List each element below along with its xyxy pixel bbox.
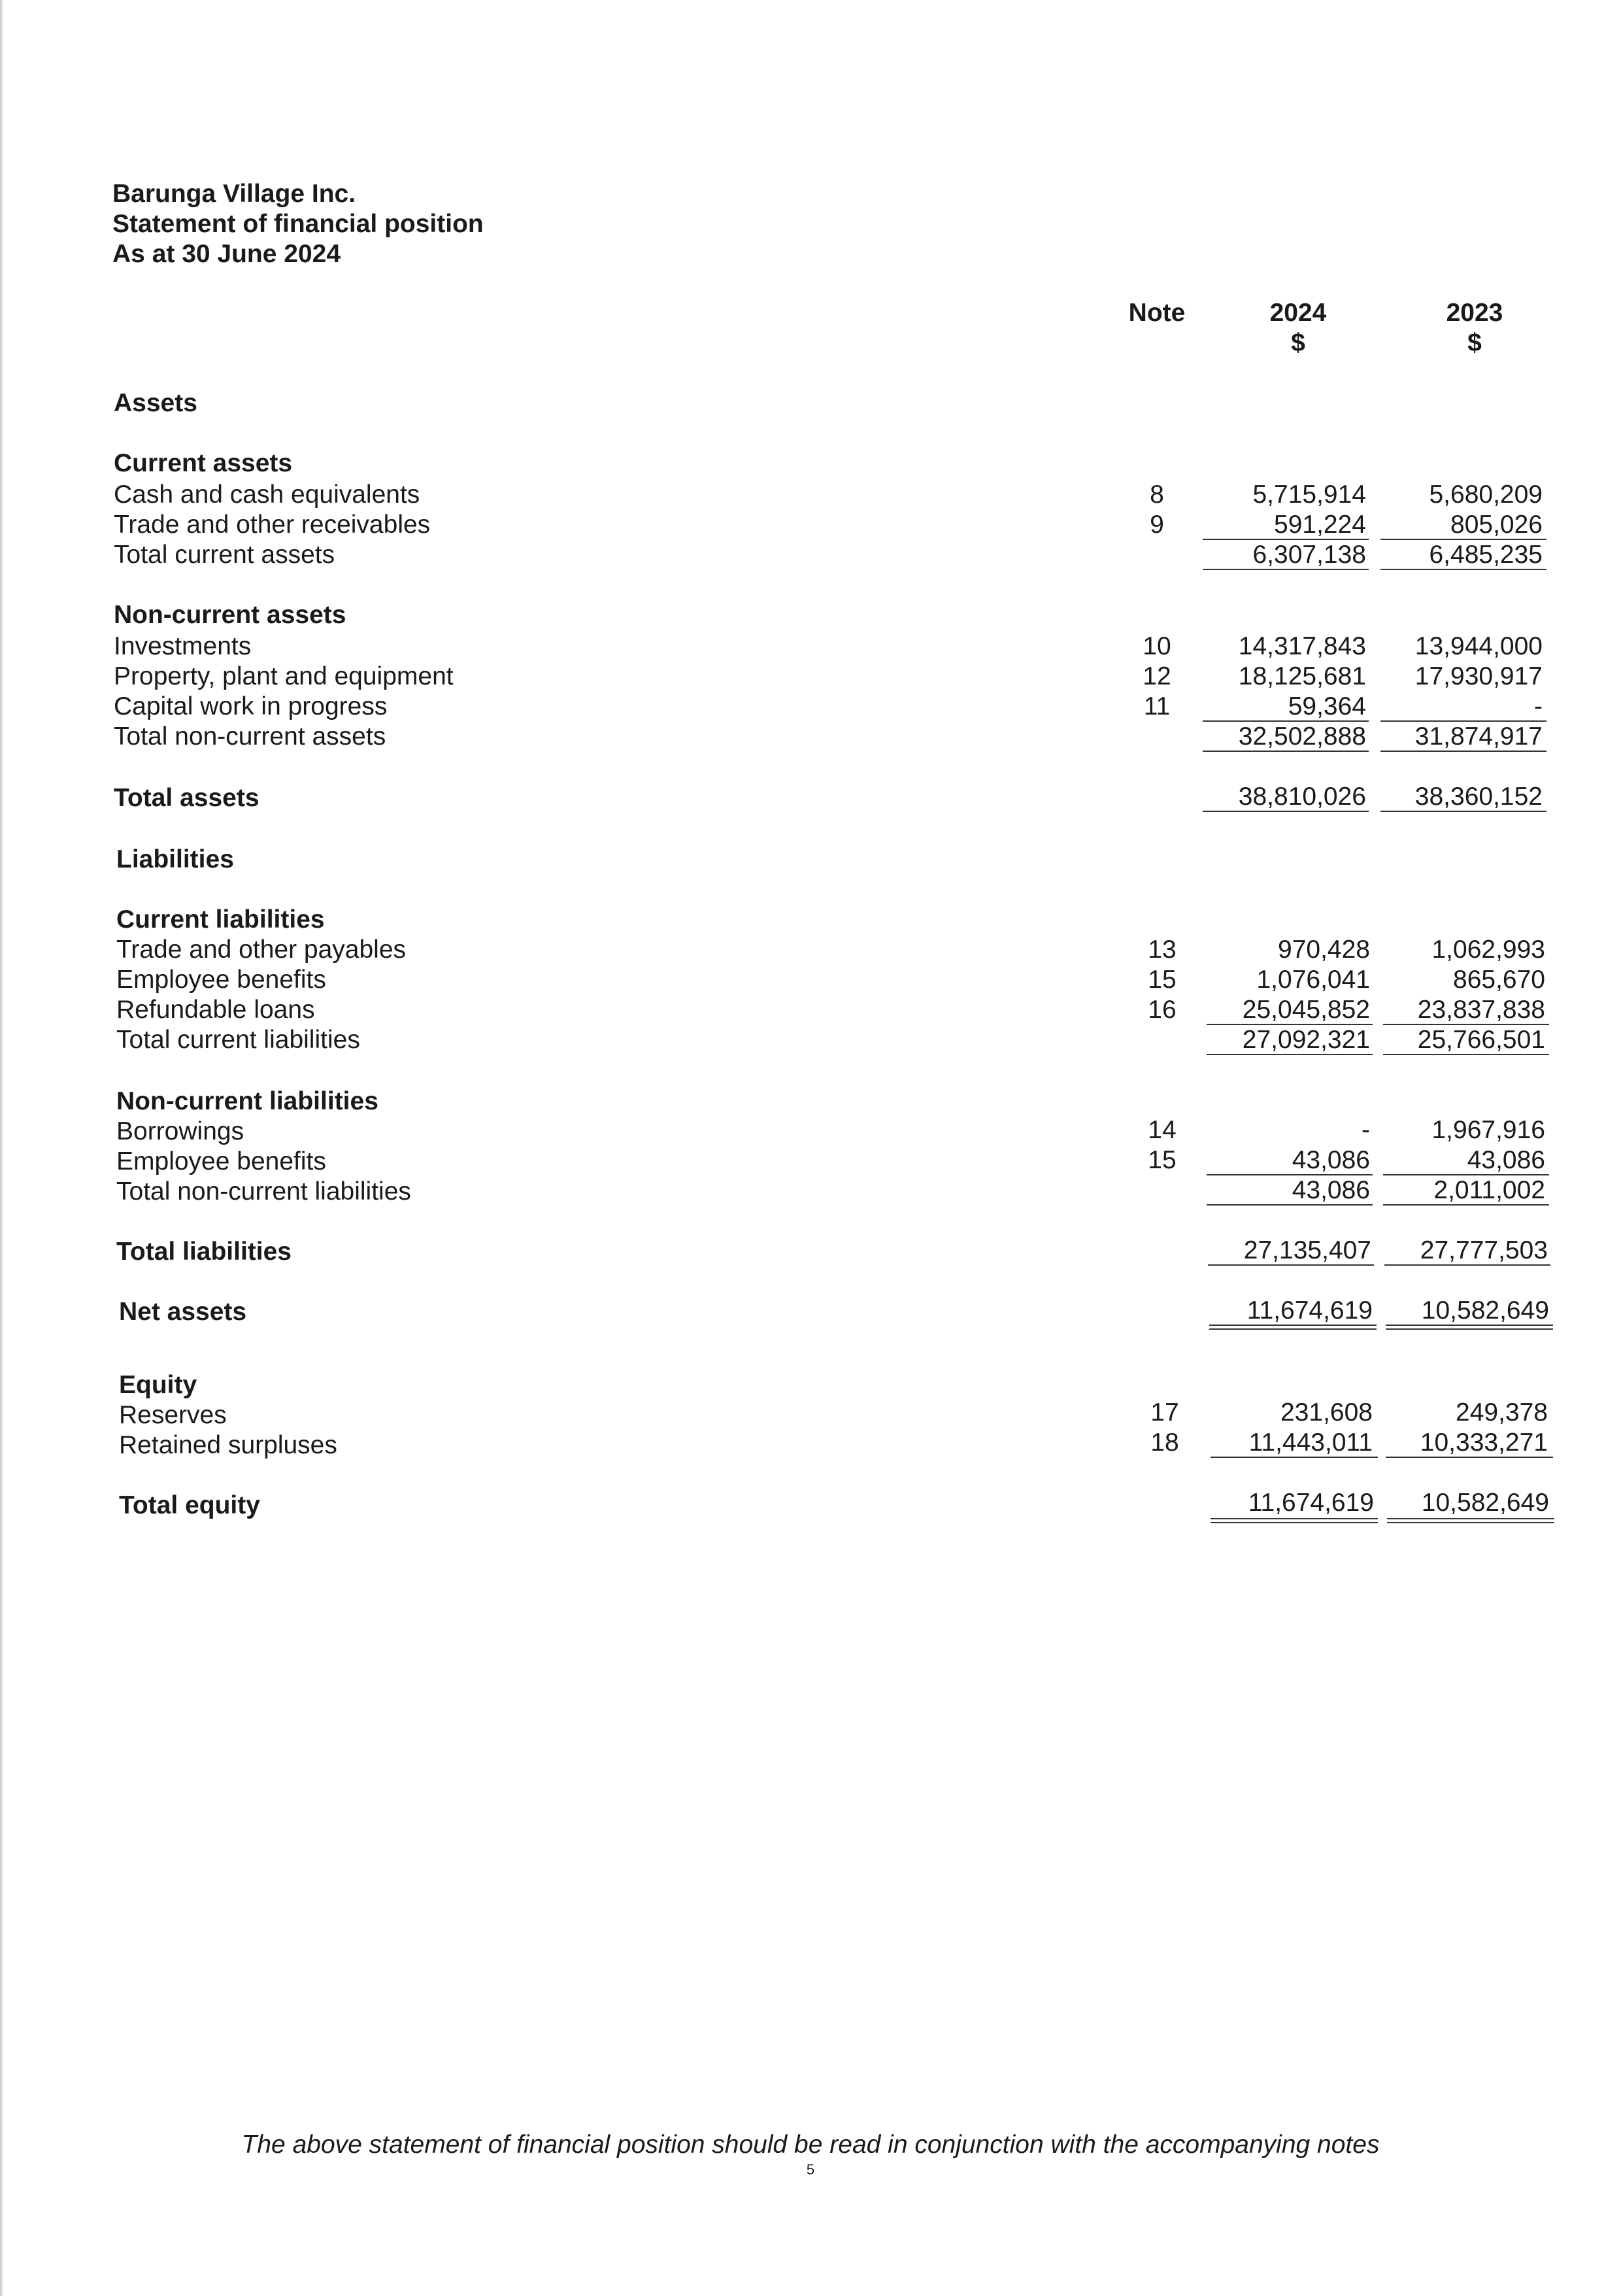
row-note: 14	[1148, 1116, 1177, 1144]
statement-title: Statement of financial position	[112, 210, 484, 238]
row-note: 12	[1143, 662, 1171, 690]
assets-heading: Assets	[114, 389, 197, 417]
row-label: Total liabilities	[116, 1238, 292, 1266]
total-rule	[1380, 811, 1546, 812]
row-label: Total non-current assets	[114, 722, 386, 751]
row-note: 13	[1148, 936, 1177, 964]
double-rule-bottom	[1387, 1522, 1554, 1523]
year-2024-header: 2024	[1269, 299, 1327, 327]
year-2023-header: 2023	[1446, 299, 1503, 327]
total-rule	[1383, 1204, 1549, 1206]
row-value-2023: 43,086	[1467, 1146, 1545, 1174]
row-note: 17	[1150, 1398, 1179, 1427]
row-value-2024: 59,364	[1288, 692, 1366, 720]
row-value-2024: -	[1362, 1116, 1370, 1144]
total-rule	[1208, 1264, 1374, 1266]
statement-date: As at 30 June 2024	[112, 240, 341, 268]
row-value-2024: 43,086	[1292, 1176, 1370, 1204]
currency-2024-header: $	[1291, 329, 1305, 357]
double-rule-top	[1211, 1518, 1378, 1519]
row-label: Cash and cash equivalents	[114, 481, 420, 509]
row-label: Retained surpluses	[119, 1431, 337, 1459]
row-value-2024: 11,674,619	[1248, 1489, 1374, 1517]
current-liabilities-heading: Current liabilities	[116, 905, 325, 934]
non-current-liabilities-heading: Non-current liabilities	[116, 1087, 378, 1115]
row-value-2023: 865,670	[1453, 966, 1545, 994]
footer-note: The above statement of financial position should be read in conjunction with the accompanying notes	[241, 2131, 1380, 2159]
total-rule	[1203, 569, 1369, 570]
row-value-2024: 27,135,407	[1243, 1236, 1371, 1264]
row-note: 9	[1150, 511, 1164, 539]
note-column-header: Note	[1128, 299, 1186, 327]
total-rule	[1203, 811, 1369, 812]
currency-2023-header: $	[1467, 329, 1482, 357]
row-note: 10	[1143, 632, 1171, 660]
row-value-2023: 27,777,503	[1420, 1236, 1548, 1264]
row-label: Property, plant and equipment	[114, 662, 454, 690]
row-label: Reserves	[119, 1401, 227, 1429]
row-value-2023: 23,837,838	[1417, 996, 1545, 1024]
row-note: 16	[1148, 996, 1177, 1024]
row-value-2024: 14,317,843	[1238, 632, 1366, 660]
row-label: Refundable loans	[116, 996, 315, 1024]
subtotal-rule	[1211, 1457, 1378, 1458]
row-label: Net assets	[119, 1298, 247, 1326]
double-rule-bottom	[1211, 1522, 1378, 1523]
row-value-2023: 1,062,993	[1431, 936, 1545, 964]
current-assets-heading: Current assets	[114, 449, 293, 477]
row-value-2024: 11,674,619	[1246, 1296, 1373, 1325]
row-value-2023: 1,967,916	[1431, 1116, 1545, 1144]
double-rule-top	[1386, 1325, 1553, 1326]
row-label: Investments	[114, 632, 252, 660]
non-current-assets-heading: Non-current assets	[114, 601, 346, 629]
row-value-2024: 5,715,914	[1252, 481, 1366, 509]
row-value-2024: 6,307,138	[1252, 541, 1366, 569]
row-note: 18	[1150, 1428, 1179, 1457]
row-value-2023: 5,680,209	[1429, 481, 1543, 509]
row-value-2023: 2,011,002	[1433, 1176, 1545, 1204]
row-value-2023: 10,333,271	[1420, 1428, 1548, 1457]
total-rule	[1203, 751, 1369, 752]
total-rule	[1207, 1054, 1373, 1055]
row-value-2024: 970,428	[1278, 936, 1370, 964]
total-rule	[1384, 1264, 1550, 1266]
row-label: Capital work in progress	[114, 692, 388, 720]
row-label: Total current assets	[114, 541, 335, 569]
row-value-2023: 249,378	[1456, 1398, 1548, 1427]
double-rule-bottom	[1209, 1328, 1377, 1330]
row-label: Borrowings	[116, 1117, 244, 1145]
row-value-2023: 25,766,501	[1417, 1026, 1545, 1054]
total-rule	[1383, 1054, 1549, 1055]
row-label: Total equity	[119, 1491, 260, 1519]
row-value-2024: 43,086	[1292, 1146, 1370, 1174]
row-value-2024: 1,076,041	[1256, 966, 1370, 994]
row-value-2023: 17,930,917	[1414, 662, 1543, 690]
row-label: Total current liabilities	[116, 1026, 360, 1054]
scan-edge	[0, 0, 3, 2296]
row-label: Total non-current liabilities	[116, 1177, 411, 1206]
row-value-2024: 18,125,681	[1238, 662, 1366, 690]
row-label: Trade and other payables	[116, 936, 407, 964]
row-value-2023: 6,485,235	[1429, 541, 1543, 569]
row-value-2023: 13,944,000	[1414, 632, 1543, 660]
double-rule-top	[1209, 1325, 1377, 1326]
row-value-2024: 38,810,026	[1238, 783, 1366, 811]
row-note: 15	[1148, 1146, 1177, 1174]
liabilities-heading: Liabilities	[116, 845, 234, 873]
equity-heading: Equity	[119, 1371, 197, 1399]
total-rule	[1380, 751, 1546, 752]
total-rule	[1380, 569, 1546, 570]
page-number: 5	[806, 2161, 815, 2178]
double-rule-bottom	[1386, 1328, 1553, 1330]
row-value-2024: 591,224	[1274, 511, 1366, 539]
double-rule-top	[1387, 1518, 1554, 1519]
row-label: Total assets	[114, 784, 259, 812]
row-value-2024: 27,092,321	[1242, 1026, 1370, 1054]
row-label: Trade and other receivables	[114, 511, 431, 539]
row-value-2024: 11,443,011	[1248, 1428, 1373, 1457]
subtotal-rule	[1386, 1457, 1553, 1458]
row-value-2023: -	[1534, 692, 1543, 720]
row-note: 15	[1148, 966, 1177, 994]
row-value-2023: 38,360,152	[1414, 783, 1543, 811]
row-value-2023: 805,026	[1450, 511, 1543, 539]
total-rule	[1207, 1204, 1373, 1206]
row-note: 8	[1150, 481, 1164, 509]
row-value-2023: 10,582,649	[1421, 1489, 1549, 1517]
row-value-2024: 32,502,888	[1238, 722, 1366, 751]
row-value-2024: 25,045,852	[1242, 996, 1370, 1024]
row-value-2024: 231,608	[1280, 1398, 1373, 1427]
row-note: 11	[1143, 692, 1171, 720]
row-label: Employee benefits	[116, 966, 326, 994]
row-value-2023: 31,874,917	[1414, 722, 1543, 751]
entity-name: Barunga Village Inc.	[112, 180, 356, 208]
row-label: Employee benefits	[116, 1147, 326, 1175]
row-value-2023: 10,582,649	[1421, 1296, 1549, 1325]
